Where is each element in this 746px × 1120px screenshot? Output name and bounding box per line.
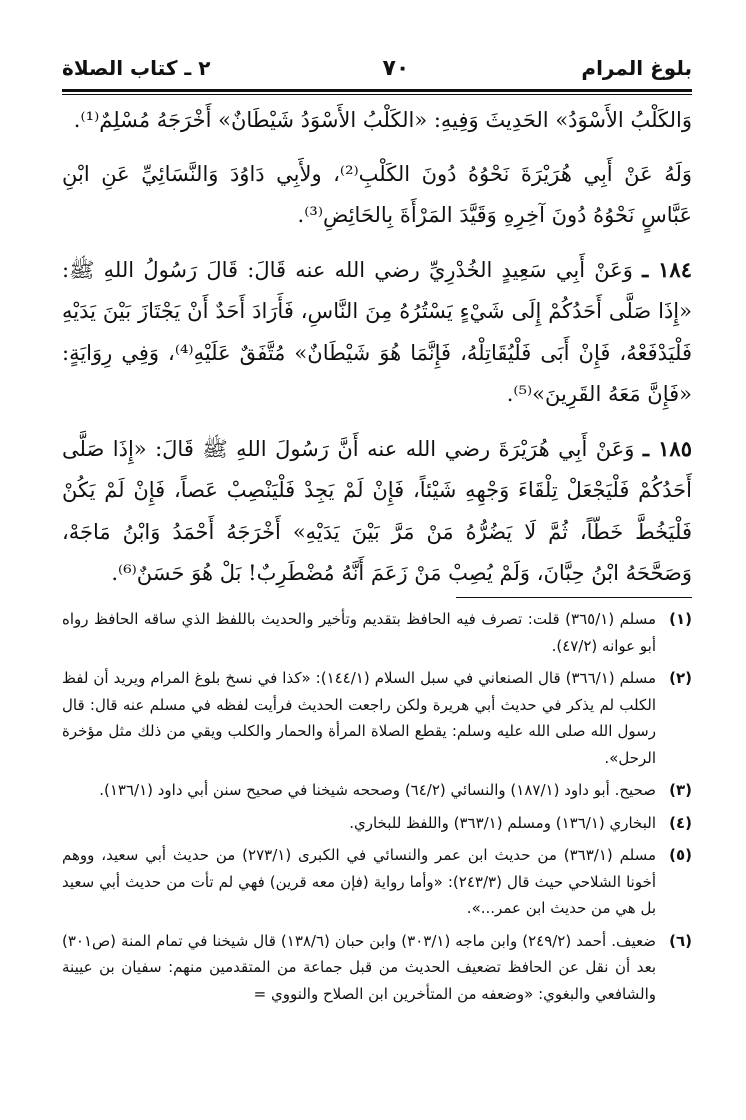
footnote-number: (٢) [669,669,692,687]
footnote [62,810,692,837]
page-header [62,50,692,86]
footnote-number: (١) [669,610,692,628]
header-rule-thick [62,89,692,92]
main-text [62,100,692,595]
hadith-text: وَعَنْ أَبِي هُرَيْرَةَ رضي الله عنه أَنَّ رَسُولَ اللهِ ﷺ قَالَ: «إِذَا صَلَّى أَحَدُكُمْ فَلْيَجْعَلْ تِلْقَاءَ وَجْهِهِ شَيْئاً، فَإِنْ لَمْ يَجِدْ فَلْيَنْصِبْ عَصاً، فَإِنْ لَمْ يَكُنْ فَلْيَخُطَّ خَطّاً، ثُمَّ لَا يَضُرُّهُ مَنْ مَرَّ بَيْنَ يَدَيْهِ» أَخْرَجَهُ أَحْمَدُ وَابْنُ مَاجَهْ، وَصَحَّحَهُ ابْنُ حِبَّانَ، وَلَمْ يُصِبْ مَنْ زَعَمَ أَنَّهُ مُضْطَرِبٌ! بَلْ هُوَ حَسَنٌ⁽⁶⁾. [62,436,692,585]
hadith-number: ١٨٥ ـ [642,435,692,461]
paragraph-continuation: وَالكَلْبُ الأَسْوَدُ» الحَدِيثَ وَفِيهِ: «الكَلْبُ الأَسْوَدُ شَيْطَانٌ» أَخْرَجَهُ مُسْلِمٌ⁽¹⁾. [73,108,692,132]
footnote-text: مسلم (٣٦٦/١) قال الصنعاني في سبل السلام (١٤٤/١): «كذا في نسخ بلوغ المرام ويريد أن لفظ الكلب لم يذكر في حديث أبي هريرة ولكن راجعت الحديث فرأيت لفظه في مسلم عنه قال: قال رسول الله صلى الله عليه وسلم: يقطع الصلاة المرأة والحمار والكلب ويقي من ذلك مثل مؤخرة الرحل». [62,669,656,767]
hadith-184 [62,249,692,416]
footnote-text: مسلم (٣٦٥/١) قلت: تصرف فيه الحافظ بتقديم وتأخير والحديث باللفظ الذي ساقه الحافظ رواه أبو عوانه (٤٧/٢). [62,610,656,655]
footnote-text: صحيح. أبو داود (١٨٧/١) والنسائي (٦٤/٢) وصححه شيخنا في صحيح سنن أبي داود (١٣٦/١). [99,781,656,799]
header-rule-thin [62,94,692,95]
page-number: ٧٠ [382,55,410,81]
book-title: بلوغ المرام [581,56,692,80]
footnote-text: ضعيف. أحمد (٢٤٩/٢) وابن ماجه (٣٠٣/١) وابن حبان (١٣٨/٦) قال شيخنا في تمام المنة (ص٣٠١) بعد أن نقل عن الحافظ تضعيف الحديث من قبل جماعة من المتقدمين منهم: سفيان بن عيينة والشافعي والبغوي: «وضعفه من المتأخرين ابن الصلاح والنووي = [62,931,656,1003]
footnote-text: البخاري (١٣٦/١) ومسلم (٣٦٣/١) واللفظ للبخاري. [349,813,656,832]
footnote [62,665,692,771]
footnote-number: (٥) [669,846,692,864]
footnote [62,928,692,1008]
chapter-title: ٢ ـ كتاب الصلاة [62,56,211,80]
footnotes [62,606,692,1013]
footnote [62,777,692,804]
hadith-text: وَعَنْ أَبِي سَعِيدٍ الخُدْرِيِّ رضي الله عنه قَالَ: قَالَ رَسُولُ اللهِ ﷺ: «إِذَا صَلَّى أَحَدُكُمْ إِلَى شَيْءٍ يَسْتُرُهُ مِنَ النَّاسِ، فَأَرَادَ أَحَدٌ أَنْ يَجْتَازَ بَيْنَ يَدَيْهِ فَلْيَدْفَعْهُ، فَإِنْ أَبَى فَلْيُقَاتِلْهُ، فَإِنَّمَا هُوَ شَيْطَانٌ» مُتَّفَقٌ عَلَيْهِ⁽⁴⁾، وَفِي رِوَايَةٍ: «فَإِنَّ مَعَهُ القَرِينَ»⁽⁵⁾. [62,257,692,406]
footnote [62,606,692,659]
footnote-text: مسلم (٣٦٣/١) من حديث ابن عمر والنسائي في الكبرى (٢٧٣/١) من حديث أبي سعيد، ووهم أخونا الشلاحي حيث قال (٢٤٣/٣): «وأما رواية (فإن معه قرين) فهي لم تأت من حديث أبي سعيد بل هي من حديث ابن عمر...». [62,846,657,917]
footnote [62,842,692,922]
footnote-number: (٣) [669,781,692,799]
footnote-separator [456,597,692,598]
hadith-number: ١٨٤ ـ [642,256,692,282]
footnote-number: (٦) [669,931,692,950]
paragraph-related: وَلَهُ عَنْ أَبِي هُرَيْرَةَ نَحْوُهُ دُونَ الكَلْبِ⁽²⁾، ولأَبِي دَاوُدَ وَالنَّسَائِيِّ عَنِ ابْنِ عَبَّاسٍ نَحْوُهُ دُونَ آخِرِهِ وَقَيَّدَ المَرْأَةَ بِالحَائِضِ⁽³⁾. [62,161,692,227]
hadith-185 [62,428,692,595]
footnote-number: (٤) [669,813,692,832]
